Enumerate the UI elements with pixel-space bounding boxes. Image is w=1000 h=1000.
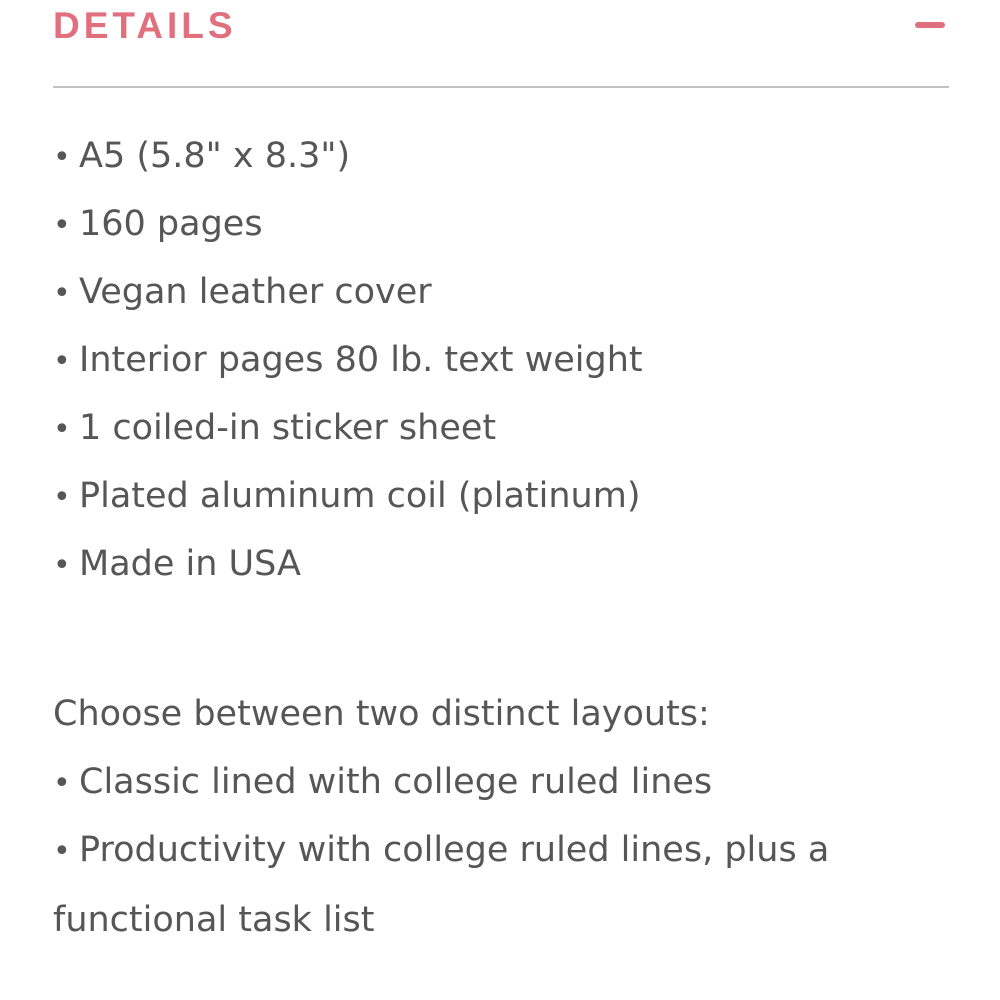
layouts-intro: Choose between two distinct layouts: [53, 694, 710, 734]
list-item [53, 190, 953, 258]
layout-text: Classic lined with college ruled lines [79, 762, 713, 802]
list-item [53, 748, 953, 816]
spec-list [53, 122, 953, 598]
list-item [53, 462, 953, 530]
layout-text: Productivity with college ruled lines, plus a functional task list [53, 830, 830, 940]
minus-icon[interactable] [915, 20, 945, 31]
bullet-icon: • [53, 276, 71, 311]
layout-list [53, 748, 953, 954]
list-item [53, 122, 953, 190]
bullet-icon: • [53, 140, 71, 175]
list-item [53, 326, 953, 394]
bullet-icon: • [53, 412, 71, 447]
divider [53, 86, 949, 88]
spec-text: 160 pages [79, 204, 263, 244]
section-title: DETAILS [53, 5, 237, 46]
spec-text: Made in USA [79, 544, 301, 584]
bullet-icon: • [53, 548, 71, 583]
spec-text: Interior pages 80 lb. text weight [79, 340, 643, 380]
bullet-icon: • [53, 834, 71, 869]
bullet-icon: • [53, 480, 71, 515]
bullet-icon: • [53, 766, 71, 801]
spec-text: Vegan leather cover [79, 272, 432, 312]
details-accordion-header[interactable] [53, 0, 949, 88]
details-content [53, 122, 953, 954]
spec-text: A5 (5.8" x 8.3") [79, 136, 351, 176]
list-item [53, 816, 883, 954]
list-item [53, 394, 953, 462]
bullet-icon: • [53, 208, 71, 243]
list-item [53, 258, 953, 326]
bullet-icon: • [53, 344, 71, 379]
list-item [53, 530, 953, 598]
spec-text: Plated aluminum coil (platinum) [79, 476, 641, 516]
spec-text: 1 coiled-in sticker sheet [79, 408, 497, 448]
